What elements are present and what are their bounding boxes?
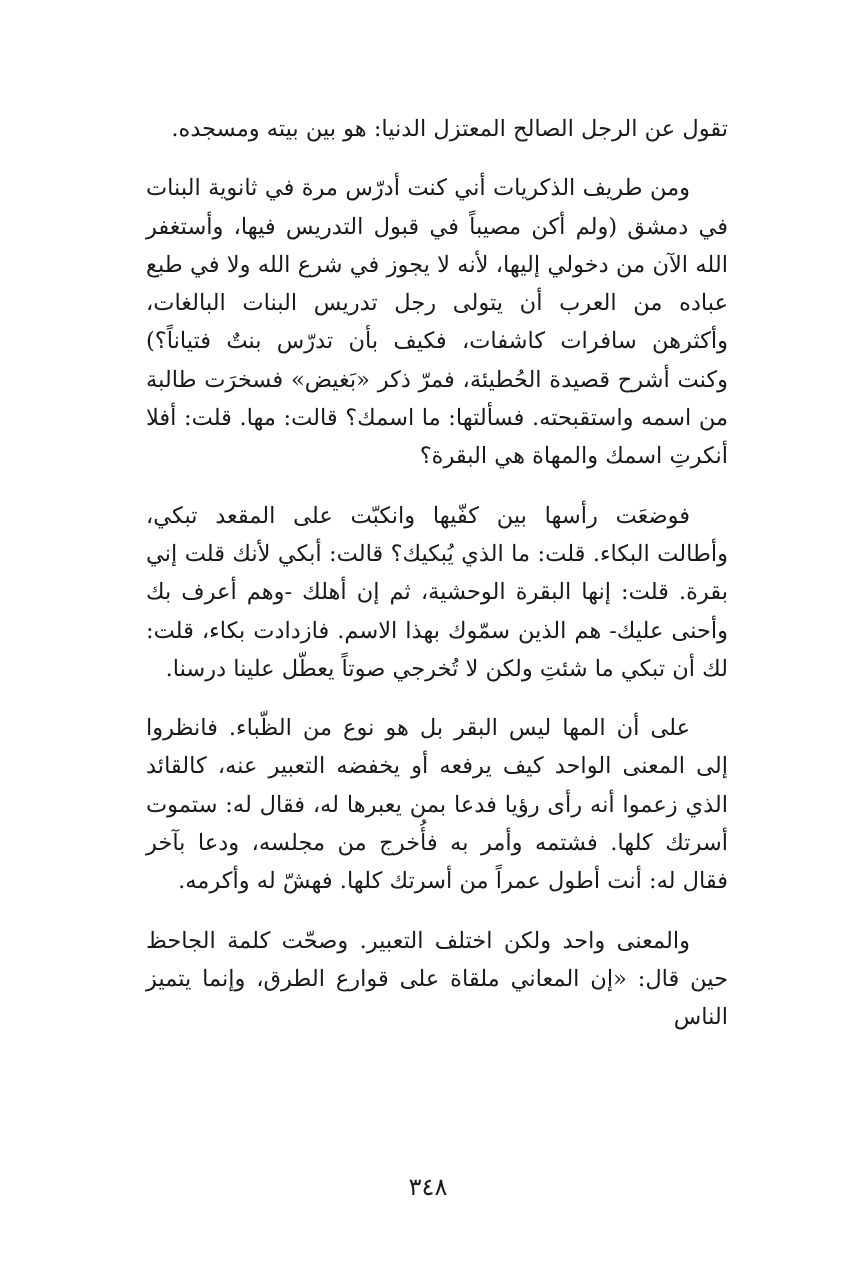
paragraph-student-crying: فوضعَت رأسها بين كفّيها وانكبّت على المقعد تبكي، وأطالت البكاء. قلت: ما الذي يُبكيك؟ قالت: أبكي لأنك قلت إني بقرة. قلت: إنها البقرة الوحشية، ثم إن أهلك -وهم أعرف بك وأحنى عليك- هم الذين سمّوك بهذا الاسم. فازدادت بكاء، قلت: لك أن تبكي ما شئتِ ولكن لا تُخرجي صوتاً يعطّل علينا درسنا. bbox=[146, 502, 728, 682]
body-text bbox=[146, 110, 728, 1037]
paragraph-memory-school: ومن طريف الذكريات أني كنت أدرّس مرة في ثانوية البنات في دمشق (ولم أكن مصيباً في قبول التدريس فيها، وأستغفر الله الآن من دخولي إليها، لأنه لا يجوز في شرع الله ولا في طبع عباده من العرب أن يتولى رجل تدريس البنات البالغات، وأكثرهن سافرات كاشفات، فكيف بأن تدرّس بنتٌ فتياناً؟) وكنت أشرح قصيدة الحُطيئة، فمرّ ذكر «بَغيض» فسخرَت طالبة من اسمه واستقبحته. فسألتها: ما اسمك؟ قالت: مها. قلت: أفلا أنكرتِ اسمك والمهاة هي البقرة؟ bbox=[146, 175, 728, 470]
page-number: ٣٤٨ bbox=[408, 1173, 448, 1201]
paragraph-meaning-expression: على أن المها ليس البقر بل هو نوع من الظّباء. فانظروا إلى المعنى الواحد كيف يرفعه أو يخفضه التعبير عنه، كالقائد الذي زعموا أنه رأى رؤيا فدعا بمن يعبرها له، فقال له: ستموت أسرتك كلها. فشتمه وأمر به فأُخرج من مجلسه، ودعا بآخر فقال له: أنت أطول عمراً من أسرتك كلها. فهشّ له وأكرمه. bbox=[146, 715, 728, 895]
paragraph-continuation: تقول عن الرجل الصالح المعتزل الدنيا: هو بين بيته ومسجده. bbox=[171, 116, 728, 142]
paragraph-jahiz-quote: والمعنى واحد ولكن اختلف التعبير. وصحّت كلمة الجاحظ حين قال: «إن المعاني ملقاة على قوارع الطرق، وإنما يتميز الناس bbox=[146, 927, 728, 1031]
